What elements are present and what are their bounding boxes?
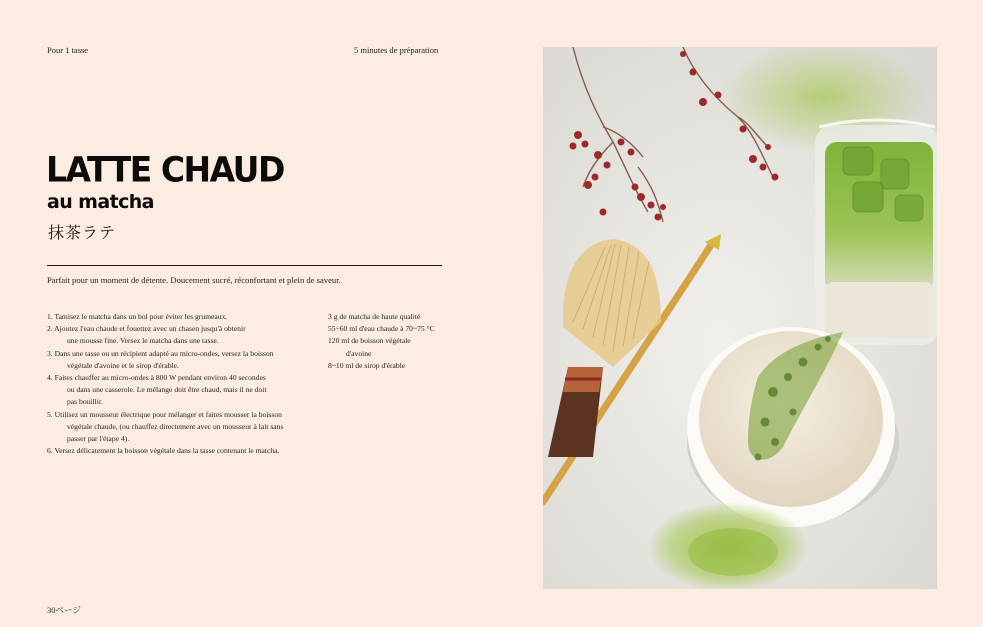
instruction-step [47, 445, 307, 457]
ingredient-item [328, 335, 448, 359]
step-text: 1. Tamisez le matcha dans un bol pour éviter les grumeaux. [47, 312, 228, 321]
ingredient-item [328, 311, 448, 323]
step-continuation: pas bouillir. [67, 397, 103, 407]
matcha-latte-photo [543, 47, 937, 589]
step-continuation: végétale chaude, (ou chauffez directement avec un mousseur à lait sans [67, 421, 284, 431]
instruction-step [47, 323, 307, 347]
step-continuation: végétale d'avoine et le sirop d'érable. [67, 360, 179, 370]
ingredient-text: 120 ml de boisson végétale [328, 336, 411, 346]
step-continuation: passer par l'étape 4). [67, 434, 130, 444]
instruction-step [47, 311, 307, 323]
page-number: 30ページ [47, 605, 81, 615]
title-divider [47, 265, 442, 266]
instruction-step [47, 409, 307, 446]
recipe-japanese-title: 抹茶ラテ [48, 223, 117, 242]
recipe-title: LATTE CHAUD [46, 148, 284, 190]
step-text: 6. Versez délicatement la boisson végétale dans la tasse contenant le matcha. [47, 446, 280, 456]
ingredient-continuation: d'avoine [346, 348, 372, 358]
ingredient-item [328, 323, 448, 335]
instruction-step [47, 348, 307, 372]
recipe-subtitle: au matcha [47, 191, 154, 213]
step-text: 3. Dans une tasse ou un récipient adapté au micro-ondes, versez la boisson [47, 348, 274, 358]
step-continuation: ou dans une casserole. Le mélange doit être chaud, mais il ne doit [67, 385, 267, 395]
iced-latte-glass [815, 120, 937, 345]
ingredient-text: 8~10 ml de sirop d'érable [328, 360, 406, 370]
ingredient-text: 55~60 ml d'eau chaude à 70~75 °C [328, 324, 435, 334]
step-continuation: une mousse fine. Versez le matcha dans une tasse. [67, 336, 219, 346]
ingredient-text: 3 g de matcha de haute qualité [328, 312, 421, 321]
prep-time-label: 5 minutes de préparation [354, 45, 439, 55]
recipe-intro: Parfait pour un moment de détente. Doucement sucré, réconfortant et plein de saveur. [47, 275, 341, 285]
servings-label: Pour 1 tasse [47, 45, 89, 55]
ingredient-item [328, 360, 448, 372]
instruction-step [47, 372, 307, 409]
ingredients-list [328, 311, 448, 372]
step-text: 2. Ajoutez l'eau chaude et fouettez avec un chasen jusqu'à obtenir [47, 324, 246, 334]
step-text: 5. Utilisez un mousseur électrique pour mélanger et faites mousser la boisson [47, 409, 282, 419]
instructions-list [47, 311, 307, 457]
photo-illustration [543, 47, 937, 589]
step-text: 4. Faites chauffer au micro-ondes à 800 W pendant environ 40 secondes [47, 373, 266, 383]
